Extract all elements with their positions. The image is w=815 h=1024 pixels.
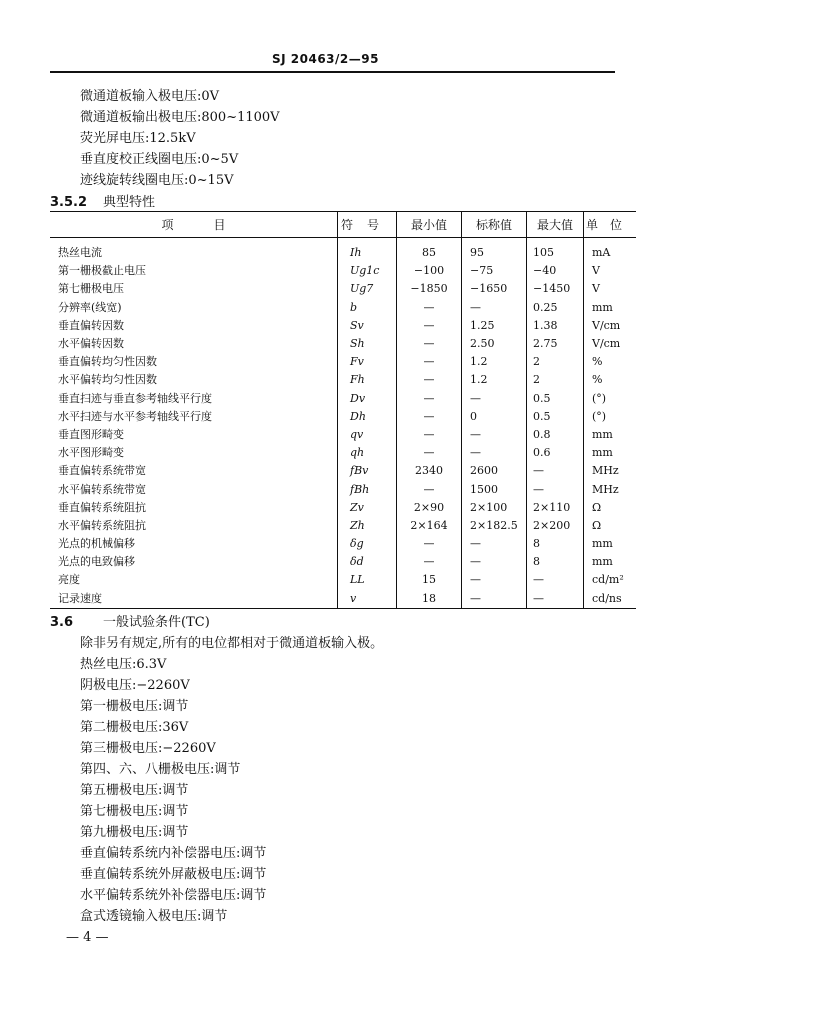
- header-rule: [50, 71, 615, 73]
- cell-item: 垂直偏转系统带宽: [58, 464, 146, 478]
- cell-nominal: 95: [462, 244, 527, 262]
- header-max: 最大值: [527, 212, 584, 238]
- cell-nominal: —: [462, 426, 527, 444]
- cell-min: —: [397, 299, 462, 317]
- table-row: [50, 335, 636, 353]
- cell-symbol: Dh: [338, 408, 397, 426]
- table-row: [50, 571, 636, 589]
- cell-min: —: [397, 535, 462, 553]
- table-row: [50, 444, 636, 462]
- cell-nominal: 2600: [462, 462, 527, 480]
- intro-line: 迹线旋转线圈电压:0~15V: [80, 173, 234, 188]
- cell-max: 2.75: [527, 335, 584, 353]
- table-row: [50, 499, 636, 517]
- table-row: [50, 480, 636, 498]
- tc-line: 第二栅极电压:36V: [80, 720, 189, 735]
- cell-max: −40: [527, 262, 584, 280]
- intro-line: 微通道板输入极电压:0V: [80, 89, 220, 104]
- table-row: [50, 462, 636, 480]
- cell-min: —: [397, 480, 462, 498]
- cell-max: —: [527, 571, 584, 589]
- cell-symbol: Ug1c: [338, 262, 397, 280]
- table-row: [50, 299, 636, 317]
- table-row: [50, 371, 636, 389]
- header-item: 项目: [50, 212, 338, 238]
- cell-item: 水平偏转系统带宽: [58, 482, 146, 496]
- cell-max: 8: [527, 553, 584, 571]
- cell-item: 亮度: [58, 573, 80, 587]
- cell-unit: (°): [584, 390, 637, 408]
- tc-line: 垂直偏转系统内补偿器电压:调节: [80, 846, 267, 861]
- cell-max: 2: [527, 371, 584, 389]
- cell-unit: mm: [584, 299, 637, 317]
- cell-unit: MHz: [584, 462, 637, 480]
- cell-min: —: [397, 553, 462, 571]
- cell-unit: cd/m²: [584, 571, 637, 589]
- cell-symbol: fBv: [338, 462, 397, 480]
- cell-item: 垂直偏转系统阻抗: [58, 500, 146, 514]
- tc-line: 第一栅极电压:调节: [80, 699, 189, 714]
- table-row: [50, 553, 636, 571]
- cell-item: 光点的机械偏移: [58, 537, 135, 551]
- cell-min: 2×164: [397, 517, 462, 535]
- tc-line: 阴极电压:−2260V: [80, 678, 190, 693]
- standard-number: SJ 20463/2—95: [272, 52, 379, 66]
- cell-symbol: Zh: [338, 517, 397, 535]
- cell-max: 0.6: [527, 444, 584, 462]
- cell-nominal: —: [462, 553, 527, 571]
- cell-max: 0.25: [527, 299, 584, 317]
- cell-symbol: Sv: [338, 317, 397, 335]
- cell-nominal: 1.2: [462, 371, 527, 389]
- page-number: — 4 —: [66, 930, 109, 945]
- cell-nominal: −75: [462, 262, 527, 280]
- cell-symbol: b: [338, 299, 397, 317]
- section-title: 典型特性: [103, 195, 156, 210]
- tc-line: 第三栅极电压:−2260V: [80, 741, 216, 756]
- tc-line: 第九栅极电压:调节: [80, 825, 189, 840]
- cell-symbol: fBh: [338, 480, 397, 498]
- cell-symbol: Zv: [338, 499, 397, 517]
- cell-max: —: [527, 480, 584, 498]
- cell-min: —: [397, 353, 462, 371]
- cell-unit: Ω: [584, 499, 637, 517]
- tc-line: 垂直偏转系统外屏蔽极电压:调节: [80, 867, 267, 882]
- table-row: [50, 426, 636, 444]
- cell-max: 105: [527, 244, 584, 262]
- cell-max: 8: [527, 535, 584, 553]
- tc-line: 第四、六、八栅极电压:调节: [80, 762, 241, 777]
- cell-max: 0.5: [527, 408, 584, 426]
- cell-min: −100: [397, 262, 462, 280]
- cell-min: 85: [397, 244, 462, 262]
- cell-min: 15: [397, 571, 462, 589]
- cell-nominal: 0: [462, 408, 527, 426]
- characteristics-table: [50, 211, 634, 609]
- cell-unit: (°): [584, 408, 637, 426]
- table-row: [50, 535, 636, 553]
- header-symbol: 符号: [338, 212, 397, 238]
- cell-item: 垂直扫迹与垂直参考轴线平行度: [58, 391, 212, 405]
- cell-nominal: —: [462, 535, 527, 553]
- table-row: [50, 244, 636, 262]
- cell-nominal: 1.25: [462, 317, 527, 335]
- cell-symbol: Ih: [338, 244, 397, 262]
- cell-min: 2340: [397, 462, 462, 480]
- cell-unit: mm: [584, 553, 637, 571]
- table-header-row: [50, 212, 636, 238]
- cell-nominal: 2.50: [462, 335, 527, 353]
- cell-unit: Ω: [584, 517, 637, 535]
- cell-max: −1450: [527, 280, 584, 298]
- cell-unit: cd/ns: [584, 590, 637, 609]
- tc-line: 热丝电压:6.3V: [80, 657, 167, 672]
- cell-item: 垂直偏转均匀性因数: [58, 355, 157, 369]
- cell-item: 水平扫迹与水平参考轴线平行度: [58, 409, 212, 423]
- cell-nominal: −1650: [462, 280, 527, 298]
- cell-item: 热丝电流: [58, 246, 102, 260]
- cell-max: 0.5: [527, 390, 584, 408]
- test-conditions: [80, 633, 383, 927]
- cell-min: —: [397, 426, 462, 444]
- cell-item: 水平偏转均匀性因数: [58, 373, 157, 387]
- tc-line: 盒式透镜输入极电压:调节: [80, 909, 228, 924]
- cell-item: 垂直图形畸变: [58, 427, 124, 441]
- tc-line: 水平偏转系统外补偿器电压:调节: [80, 888, 267, 903]
- table-row: [50, 517, 636, 535]
- table-row: [50, 408, 636, 426]
- cell-max: 2×200: [527, 517, 584, 535]
- cell-symbol: Sh: [338, 335, 397, 353]
- cell-unit: V: [584, 262, 637, 280]
- cell-unit: V: [584, 280, 637, 298]
- cell-unit: mm: [584, 426, 637, 444]
- cell-nominal: —: [462, 571, 527, 589]
- section-title: 一般试验条件(TC): [103, 615, 210, 630]
- cell-symbol: qh: [338, 444, 397, 462]
- tc-line: 除非另有规定,所有的电位都相对于微通道板输入极。: [80, 636, 384, 651]
- cell-symbol: Ug7: [338, 280, 397, 298]
- cell-max: 2×110: [527, 499, 584, 517]
- cell-unit: %: [584, 353, 637, 371]
- cell-min: −1850: [397, 280, 462, 298]
- header-min: 最小值: [397, 212, 462, 238]
- cell-nominal: 2×100: [462, 499, 527, 517]
- cell-nominal: —: [462, 390, 527, 408]
- cell-unit: %: [584, 371, 637, 389]
- cell-nominal: 1.2: [462, 353, 527, 371]
- intro-line: 垂直度校正线圈电压:0~5V: [80, 152, 239, 167]
- cell-item: 垂直偏转因数: [58, 318, 124, 332]
- cell-symbol: δd: [338, 553, 397, 571]
- section-heading-352: [50, 191, 155, 210]
- table-row: [50, 280, 636, 298]
- cell-item: 记录速度: [50, 590, 338, 609]
- cell-symbol: δg: [338, 535, 397, 553]
- cell-max: —: [527, 462, 584, 480]
- cell-nominal: —: [462, 444, 527, 462]
- section-heading-36: [50, 611, 210, 630]
- table-row: [50, 590, 636, 609]
- table-row: [50, 262, 636, 280]
- section-number: 3.5.2: [50, 195, 88, 210]
- cell-min: —: [397, 371, 462, 389]
- tc-line: 第七栅极电压:调节: [80, 804, 189, 819]
- table-row: [50, 317, 636, 335]
- cell-symbol: v: [338, 590, 397, 609]
- cell-max: 0.8: [527, 426, 584, 444]
- cell-unit: mm: [584, 444, 637, 462]
- header-unit: 单位: [584, 212, 637, 238]
- cell-item: 第七栅极电压: [58, 282, 124, 296]
- cell-max: 1.38: [527, 317, 584, 335]
- cell-min: —: [397, 335, 462, 353]
- tc-line: 第五栅极电压:调节: [80, 783, 189, 798]
- intro-line: 荧光屏电压:12.5kV: [80, 131, 196, 146]
- cell-unit: MHz: [584, 480, 637, 498]
- cell-min: —: [397, 408, 462, 426]
- cell-item: 水平偏转系统阻抗: [58, 518, 146, 532]
- cell-item: 光点的电致偏移: [58, 555, 135, 569]
- cell-item: 水平图形畸变: [58, 446, 124, 460]
- cell-unit: V/cm: [584, 335, 637, 353]
- cell-item: 分辨率(线宽): [58, 300, 122, 314]
- cell-min: 2×90: [397, 499, 462, 517]
- cell-nominal: 1500: [462, 480, 527, 498]
- cell-nominal: —: [462, 299, 527, 317]
- cell-symbol: LL: [338, 571, 397, 589]
- header-nominal: 标称值: [462, 212, 527, 238]
- table-row: [50, 390, 636, 408]
- cell-min: —: [397, 444, 462, 462]
- cell-max: —: [527, 590, 584, 609]
- cell-symbol: Fv: [338, 353, 397, 371]
- cell-item: 第一栅极截止电压: [58, 264, 146, 278]
- section-number: 3.6: [50, 615, 74, 630]
- table-row: [50, 353, 636, 371]
- cell-min: 18: [397, 590, 462, 609]
- cell-symbol: Dv: [338, 390, 397, 408]
- cell-symbol: Fh: [338, 371, 397, 389]
- cell-min: —: [397, 317, 462, 335]
- intro-line: 微通道板输出极电压:800~1100V: [80, 110, 280, 125]
- intro-conditions: [80, 86, 280, 191]
- cell-unit: mA: [584, 244, 637, 262]
- cell-nominal: 2×182.5: [462, 517, 527, 535]
- cell-unit: V/cm: [584, 317, 637, 335]
- cell-item: 水平偏转因数: [58, 337, 124, 351]
- cell-symbol: qv: [338, 426, 397, 444]
- cell-max: 2: [527, 353, 584, 371]
- cell-nominal: —: [462, 590, 527, 609]
- cell-min: —: [397, 390, 462, 408]
- cell-unit: mm: [584, 535, 637, 553]
